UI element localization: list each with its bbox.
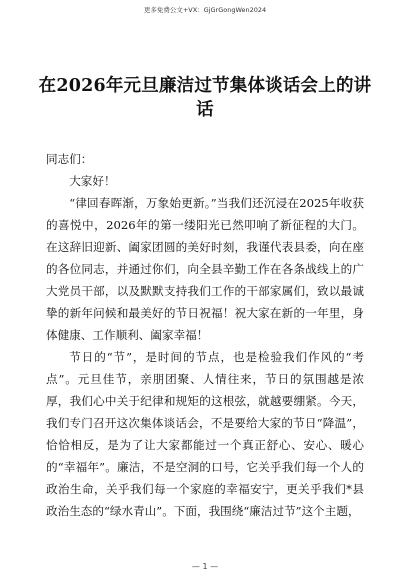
paragraph-opening: “律回春晖渐，万象始更新。”当我们还沉浸在2025年收获的喜悦中，2026年的第一缕阳光已然叩响了新征程的大门。在这辞旧迎新、阖家团圆的美好时刻，我谨代表县委，向在座的各位同志，并通过你们，向全县辛勤工作在各条战线上的广大党员干部，以及默默支持我们工作的干部家属们，致以最诚挚的新年问候和最美好的节日祝福！祝大家在新的一年里，身体健康、工作顺利、阖家幸福！ xyxy=(46,196,364,342)
document-title: 在2026年元旦廉洁过节集体谈话会上的讲话 xyxy=(38,76,372,120)
page-header-note: 更多免费公文+VX：GjGrGongWen2024 xyxy=(143,6,267,14)
salutation: 同志们： xyxy=(46,152,93,166)
document-body xyxy=(46,148,364,522)
paragraph-greeting: 大家好！ xyxy=(69,174,116,188)
paragraph-theme: 节日的“节”，是时间的节点，也是检验我们作风的“考点”。元旦佳节，亲朋团聚、人情往来，节日的氛围越是浓厚，我们心中关于纪律和规矩的这根弦，就越要绷紧。今天，我们专门召开这次集体谈话会，不是要给大家的节日“降温”，恰恰相反，是为了让大家都能过一个真正舒心、安心、暖心的“幸福年”。廉洁，不是空洞的口号，它关乎我们每一个人的政治生命，关乎我们每一个家庭的幸福安宁，更关乎我们*县政治生态的“绿水青山”。下面，我围绕“廉洁过节”这个主题， xyxy=(46,350,364,518)
page-number: — 1 — xyxy=(191,562,219,571)
